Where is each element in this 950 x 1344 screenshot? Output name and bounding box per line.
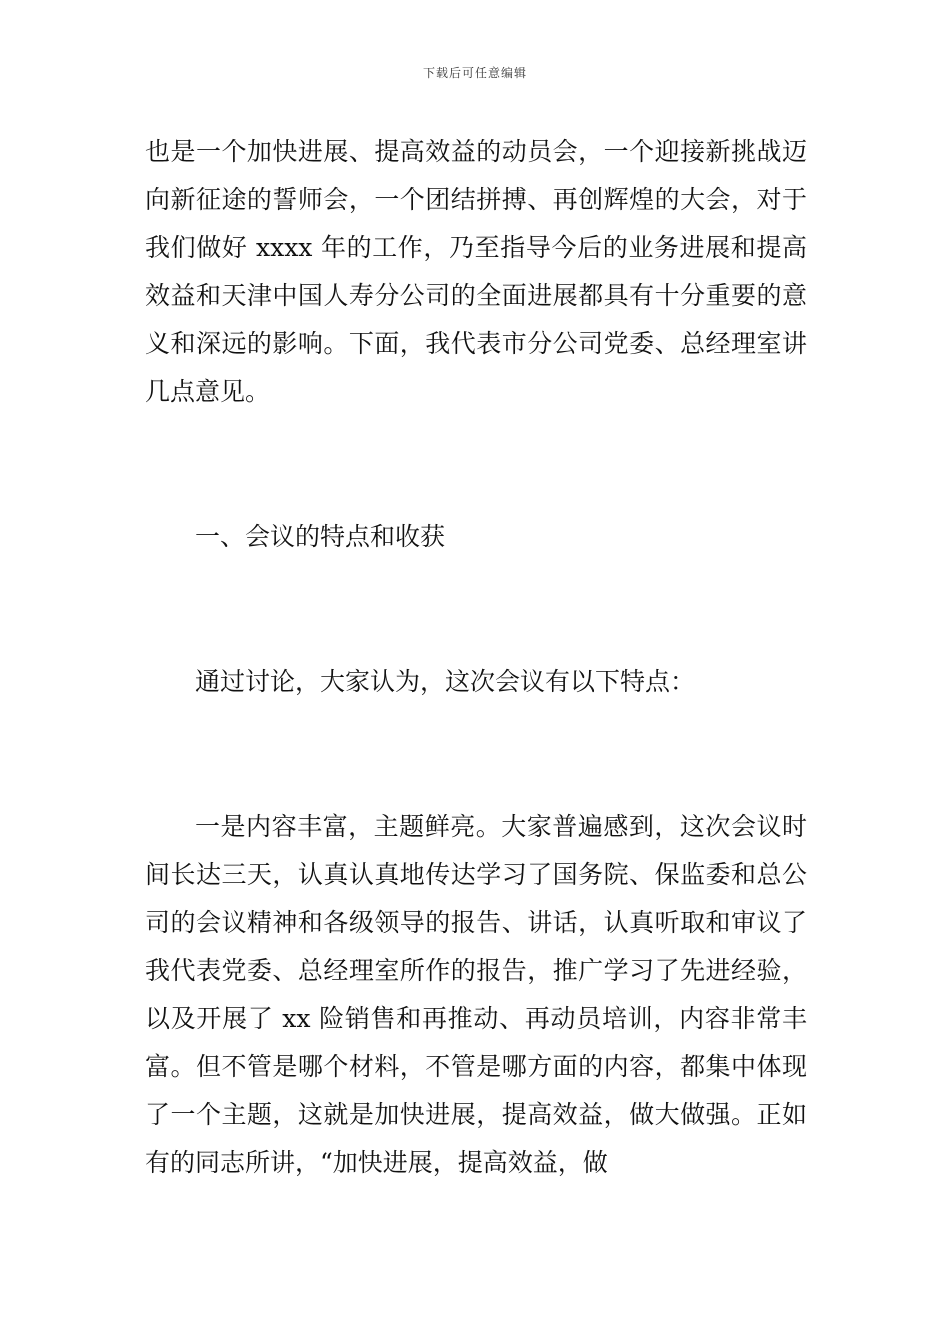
section-heading: 一、会议的特点和收获 xyxy=(195,522,446,551)
page-header: 下载后可任意编辑 xyxy=(422,66,527,80)
document-body xyxy=(145,128,807,1187)
paragraph-intro: 通过讨论，大家认为，这次会议有以下特点： xyxy=(195,667,696,696)
paragraph-point-one: 一是内容丰富，主题鲜亮。大家普遍感到，这次会议时间长达三天，认真认真地传达学习了国务院、保监委和总公司的会议精神和各级领导的报告、讲话，认真听取和审议了我代表党委、总经理室所作的报告，推广学习了先进经验，以及开展了 xx 险销售和再推动、再动员培训，内容非常丰富。但不管是哪个材料，不管是哪方面的内容，都集中体现了一个主题，这就是加快进展，提高效益，做大做强。正如有的同志所讲，“加快进展，提高效益，做 xyxy=(145,812,807,1177)
paragraph-opening: 也是一个加快进展、提高效益的动员会，一个迎接新挑战迈向新征途的誓师会，一个团结拼搏、再创辉煌的大会，对于我们做好 xxxx 年的工作，乃至指导今后的业务进展和提高效益和天津中国人寿分公司的全面进展都具有十分重要的意义和深远的影响。下面，我代表市分公司党委、总经理室讲几点意见。 xyxy=(145,137,807,406)
